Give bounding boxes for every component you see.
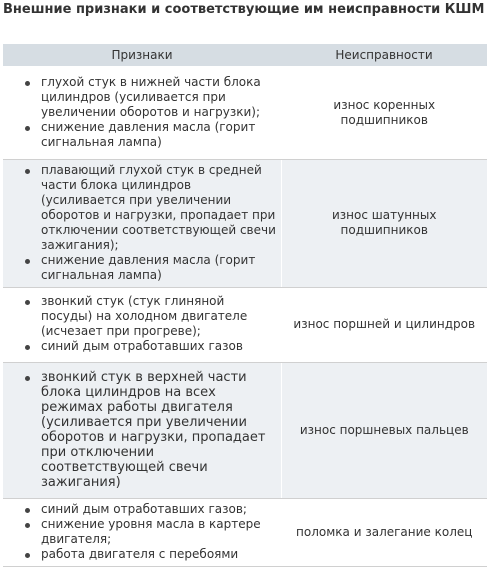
signs-list	[3, 291, 281, 358]
fault-cell: износ поршневых пальцев	[281, 362, 487, 498]
sign-text: синий дым отработавших газов	[41, 339, 243, 353]
table-row	[3, 67, 487, 159]
fault-cell: износ поршней и цилиндров	[281, 287, 487, 362]
bullet-icon	[25, 81, 30, 86]
signs-list	[3, 160, 281, 287]
fault-cell: поломка и залегание колец	[281, 498, 487, 566]
bullet-icon	[25, 523, 30, 528]
list-item	[41, 294, 277, 339]
signs-list	[3, 499, 281, 566]
bullet-icon	[25, 169, 30, 174]
bullet-icon	[25, 126, 30, 131]
table-row	[3, 287, 487, 362]
table-row	[3, 362, 487, 498]
table-header-row	[3, 44, 487, 67]
page-title: Внешние признаки и соответствующие им неисправности КШМ	[3, 2, 485, 17]
bullet-icon	[25, 345, 30, 350]
bullet-icon	[25, 300, 30, 305]
fault-cell: износ коренных подшипников	[281, 67, 487, 159]
bullet-icon	[25, 508, 30, 513]
sign-text: звонкий стук в верхней части блока цилиндров на всех режимах работы двигателя (усиливается при увеличении оборотов и нагрузки, пропадает при отключении соответствующей свечи зажигания)	[41, 369, 266, 490]
signs-cell	[3, 287, 281, 362]
table-row	[3, 498, 487, 566]
sign-text: снижение давления масла (горит сигнальная лампа)	[41, 120, 256, 150]
sign-text: снижение уровня масла в картере двигателя;	[41, 516, 261, 546]
signs-cell	[3, 362, 281, 498]
signs-cell	[3, 67, 281, 159]
bullet-icon	[25, 376, 30, 381]
signs-cell	[3, 159, 281, 287]
list-item	[41, 517, 277, 547]
table-row	[3, 159, 487, 287]
list-item	[41, 253, 277, 283]
sign-text: синий дым отработавших газов;	[41, 501, 247, 516]
header-faults: Неисправности	[281, 44, 487, 67]
list-item	[41, 339, 277, 354]
signs-cell	[3, 498, 281, 566]
list-item	[41, 370, 277, 490]
sign-text: работа двигателя с перебоями	[41, 546, 239, 561]
sign-text: глухой стук в нижней части блока цилиндров (усиливается при увеличении оборотов и нагрузки);	[41, 75, 261, 120]
faults-table	[3, 44, 487, 567]
bullet-icon	[25, 259, 30, 264]
signs-list	[3, 72, 281, 154]
sign-text: звонкий стук (стук глиняной посуды) на холодном двигателе (исчезает при прогреве);	[41, 294, 248, 338]
list-item	[41, 547, 277, 562]
list-item	[41, 75, 277, 120]
list-item	[41, 502, 277, 517]
header-signs: Признаки	[3, 44, 281, 67]
signs-list	[3, 367, 281, 494]
fault-cell: износ шатунных подшипников	[281, 159, 487, 287]
sign-text: снижение давления масла (горит сигнальная лампа)	[41, 252, 256, 282]
list-item	[41, 120, 277, 150]
list-item	[41, 163, 277, 253]
sign-text: плавающий глухой стук в средней части блока цилиндров (усиливается при увеличении оборотов и нагрузки, пропадает при отключении соответствующей свечи зажигания);	[41, 162, 276, 252]
